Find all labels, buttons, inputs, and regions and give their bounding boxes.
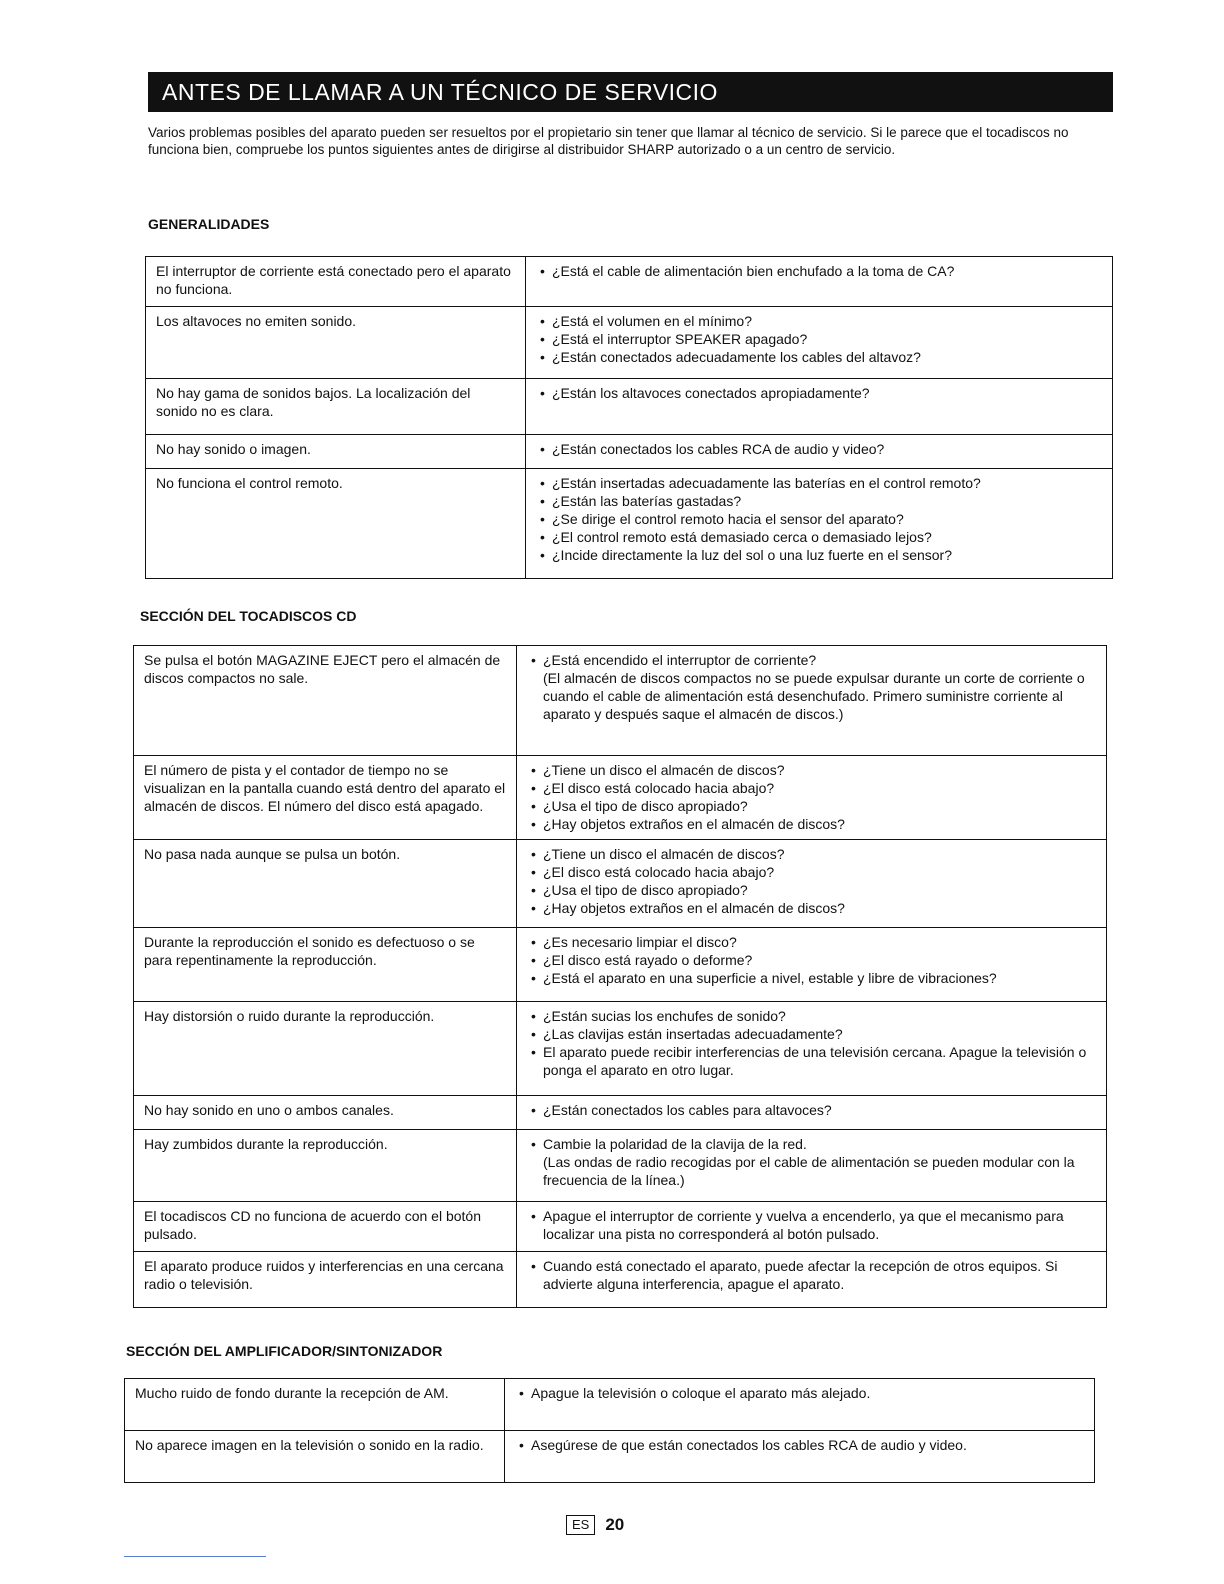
check-item: • Apague la televisión o coloque el aparato más alejado. [517, 1384, 1084, 1402]
table-row [125, 1431, 1095, 1483]
check-cell [526, 379, 1113, 435]
check-item: • ¿Está el aparato en una superficie a nivel, estable y libre de vibraciones? [529, 969, 1096, 987]
check-item: • ¿Hay objetos extraños en el almacén de discos? [529, 899, 1096, 917]
check-list [538, 384, 1102, 402]
table-row [146, 307, 1113, 379]
check-cell [517, 1130, 1107, 1202]
check-item: • ¿Es necesario limpiar el disco? [529, 933, 1096, 951]
check-cell [517, 1252, 1107, 1308]
troubleshooting-table-amplifier [124, 1378, 1095, 1483]
check-item: • ¿El disco está rayado o deforme? [529, 951, 1096, 969]
problem-cell: No funciona el control remoto. [146, 469, 526, 579]
check-cell [517, 1202, 1107, 1252]
check-item: • Cuando está conectado el aparato, puede afectar la recepción de otros equipos. Si advierte alguna interferencia, apague el aparato. [529, 1257, 1096, 1293]
check-item: • Apague el interruptor de corriente y vuelva a encenderlo, ya que el mecanismo para localizar una pista no corresponderá al botón pulsado. [529, 1207, 1096, 1243]
problem-cell: Hay distorsión o ruido durante la reproducción. [134, 1002, 517, 1096]
problem-cell: El aparato produce ruidos y interferencias en una cercana radio o televisión. [134, 1252, 517, 1308]
page-footer [566, 1514, 624, 1536]
check-list [529, 761, 1096, 833]
check-note: (Las ondas de radio recogidas por el cable de alimentación se pueden modular con la frecuencia de la línea.) [543, 1154, 1075, 1188]
check-cell [526, 307, 1113, 379]
check-list [538, 312, 1102, 366]
check-list [538, 474, 1102, 564]
check-item: • ¿Está el interruptor SPEAKER apagado? [538, 330, 1102, 348]
check-item: • ¿Están sucias los enchufes de sonido? [529, 1007, 1096, 1025]
problem-cell: No hay sonido o imagen. [146, 435, 526, 469]
check-list [529, 651, 1096, 669]
check-cell [517, 756, 1107, 840]
language-badge: ES [566, 1515, 595, 1535]
check-item: • ¿Está el volumen en el mínimo? [538, 312, 1102, 330]
problem-cell: Se pulsa el botón MAGAZINE EJECT pero el almacén de discos compactos no sale. [134, 646, 517, 756]
check-item: • ¿El disco está colocado hacia abajo? [529, 863, 1096, 881]
check-item: • ¿Está el cable de alimentación bien enchufado a la toma de CA? [538, 262, 1102, 280]
section-title-amplifier: SECCIÓN DEL AMPLIFICADOR/SINTONIZADOR [126, 1343, 443, 1359]
check-cell [526, 257, 1113, 307]
check-item: • El aparato puede recibir interferencias de una televisión cercana. Apague la televisión o ponga el aparato en otro lugar. [529, 1043, 1096, 1079]
check-list [529, 1135, 1096, 1153]
check-list [529, 1207, 1096, 1243]
check-cell [517, 646, 1107, 756]
problem-cell: No aparece imagen en la televisión o sonido en la radio. [125, 1431, 505, 1483]
table-row [134, 1130, 1107, 1202]
troubleshooting-table-general [145, 256, 1113, 579]
check-cell [526, 435, 1113, 469]
table-row [134, 1202, 1107, 1252]
page-title: ANTES DE LLAMAR A UN TÉCNICO DE SERVICIO [148, 72, 1113, 112]
intro-paragraph: Varios problemas posibles del aparato pueden ser resueltos por el propietario sin tener que llamar al técnico de servicio. Si le parece que el tocadiscos no funciona bien, compruebe los puntos siguientes antes de dirigirse al distribuidor SHARP autorizado o a un centro de servicio. [148, 125, 1069, 157]
check-item: • ¿El disco está colocado hacia abajo? [529, 779, 1096, 797]
problem-cell: El número de pista y el contador de tiempo no se visualizan en la pantalla cuando está dentro del aparato el almacén de discos. El número del disco está apagado. [134, 756, 517, 840]
check-list [529, 1101, 1096, 1119]
check-cell [517, 840, 1107, 928]
check-list [529, 1007, 1096, 1079]
check-item: • Asegúrese de que están conectados los cables RCA de audio y video. [517, 1436, 1084, 1454]
check-item: • ¿Están las baterías gastadas? [538, 492, 1102, 510]
check-cell [517, 1096, 1107, 1130]
check-item: • ¿Las clavijas están insertadas adecuadamente? [529, 1025, 1096, 1043]
check-item: • ¿Están conectados los cables para altavoces? [529, 1101, 1096, 1119]
check-list [517, 1436, 1084, 1454]
check-cell [505, 1379, 1095, 1431]
check-item: • ¿Se dirige el control remoto hacia el sensor del aparato? [538, 510, 1102, 528]
check-item: • ¿Incide directamente la luz del sol o una luz fuerte en el sensor? [538, 546, 1102, 564]
problem-cell: Mucho ruido de fondo durante la recepción de AM. [125, 1379, 505, 1431]
check-cell [517, 928, 1107, 1002]
check-list [529, 845, 1096, 917]
troubleshooting-table-cd [133, 645, 1107, 1308]
table-row [134, 928, 1107, 1002]
problem-cell: No pasa nada aunque se pulsa un botón. [134, 840, 517, 928]
check-list [529, 1257, 1096, 1293]
check-cell [505, 1431, 1095, 1483]
table-row [146, 435, 1113, 469]
table-row [125, 1379, 1095, 1431]
section-title-cd: SECCIÓN DEL TOCADISCOS CD [140, 608, 357, 624]
check-list [538, 262, 1102, 280]
check-item: • ¿Están los altavoces conectados apropiadamente? [538, 384, 1102, 402]
check-item: • ¿Usa el tipo de disco apropiado? [529, 881, 1096, 899]
problem-cell: Durante la reproducción el sonido es defectuoso o se para repentinamente la reproducción. [134, 928, 517, 1002]
table-row [134, 646, 1107, 756]
table-row [146, 379, 1113, 435]
check-item: • ¿Están insertadas adecuadamente las baterías en el control remoto? [538, 474, 1102, 492]
table-row [134, 1252, 1107, 1308]
problem-cell: Hay zumbidos durante la reproducción. [134, 1130, 517, 1202]
check-item: • ¿Están conectados adecuadamente los cables del altavoz? [538, 348, 1102, 366]
check-list [538, 440, 1102, 458]
check-item: • ¿El control remoto está demasiado cerca o demasiado lejos? [538, 528, 1102, 546]
divider [124, 1556, 266, 1557]
problem-cell: No hay sonido en uno o ambos canales. [134, 1096, 517, 1130]
check-note: (El almacén de discos compactos no se puede expulsar durante un corte de corriente o cuando el cable de alimentación está desenchufado. Primero suministre corriente al aparato y después saque el almacén de discos.) [543, 670, 1085, 722]
check-item: • ¿Están conectados los cables RCA de audio y video? [538, 440, 1102, 458]
table-row [134, 756, 1107, 840]
check-item: • ¿Hay objetos extraños en el almacén de discos? [529, 815, 1096, 833]
table-row [146, 469, 1113, 579]
check-item: • ¿Tiene un disco el almacén de discos? [529, 845, 1096, 863]
problem-cell: El tocadiscos CD no funciona de acuerdo con el botón pulsado. [134, 1202, 517, 1252]
table-row [134, 1002, 1107, 1096]
page-number: 20 [605, 1515, 625, 1534]
check-list [529, 933, 1096, 987]
check-item: • ¿Está encendido el interruptor de corriente? [529, 651, 1096, 669]
check-item: • ¿Tiene un disco el almacén de discos? [529, 761, 1096, 779]
problem-cell: Los altavoces no emiten sonido. [146, 307, 526, 379]
check-cell [517, 1002, 1107, 1096]
check-item: • ¿Usa el tipo de disco apropiado? [529, 797, 1096, 815]
check-item: • Cambie la polaridad de la clavija de la red. [529, 1135, 1096, 1153]
table-row [134, 1096, 1107, 1130]
problem-cell: El interruptor de corriente está conectado pero el aparato no funciona. [146, 257, 526, 307]
problem-cell: No hay gama de sonidos bajos. La localización del sonido no es clara. [146, 379, 526, 435]
section-title-general: GENERALIDADES [148, 216, 270, 232]
table-row [134, 840, 1107, 928]
check-list [517, 1384, 1084, 1402]
table-row [146, 257, 1113, 307]
check-cell [526, 469, 1113, 579]
